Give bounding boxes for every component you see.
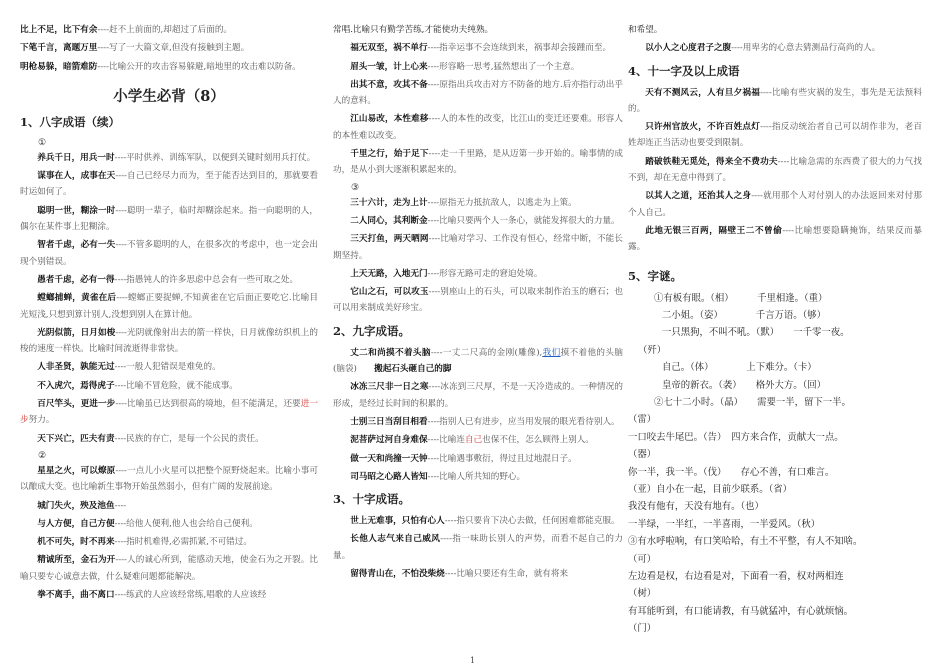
idiom-entry: 星星之火，可以燎原----一点儿小火星可以把整个原野烧起来。比喻小事可以酿成大变。也比喻新生事物开始虽然弱小，但有广阔的发展前途。	[20, 465, 318, 493]
idiom-entry: 千里之行，始于足下----走一千里路，是从迈第一步开始的。喻事情的成功，是从小到大逐渐积累起来的。	[333, 149, 623, 176]
section-heading-eleven-char: 4、十一字及以上成语	[628, 63, 740, 78]
riddle-line: 有耳能听到，有口能请教，有马就猛冲，有心就烦恼。	[628, 605, 854, 617]
section-heading-ten-char: 3、十字成语。	[333, 492, 411, 507]
idiom-entry: 冰冻三尺非一日之寒----冰冻到三尺厚，不是一天冷造成的。一种情况的形成，是经过长时间的积累的。	[333, 382, 623, 409]
idiom-entry: 它山之石，可以攻玉----别座山上的石头，可以取来制作治玉的磨石；也可以用来制成美好珍宝。	[333, 287, 623, 314]
idiom-entry: 以小人之心度君子之腹----用卑劣的心意去猜测品行高尚的人。	[645, 43, 881, 54]
idiom-entry: 丈二和尚摸不着头脑----一丈二尺高的金刚(雕像),我们摸不着他的头脑(脑袋) 搬起石头砸自己的脚	[333, 347, 623, 375]
riddle-line: （可）	[628, 553, 657, 565]
idiom-entry: 司马昭之心路人皆知----比喻人所共知的野心。	[350, 471, 526, 482]
idiom-entry: 出其不意，攻其不备----原指出兵攻击对方不防备的地方.后亦指行动出乎人的意料。	[333, 79, 623, 107]
riddle-line: 自己。（体） 上下难分。（卡）	[662, 362, 817, 374]
idiom-entry: 天有不测风云，人有旦夕祸福----比喻有些灾祸的发生，事先是无法预料的。	[628, 87, 922, 114]
riddle-line: （器）	[628, 449, 657, 461]
idiom-entry: 比上不足，比下有余----赶不上前面的,却超过了后面的。	[20, 25, 233, 35]
idiom-entry: 只许州官放火，不许百姓点灯----指反动统治者自己可以胡作非为，老百姓却连正当活动也要受到限制。	[628, 122, 922, 149]
idiom-entry: 天下兴亡，匹夫有责----民族的存亡，是每一个公民的责任。	[37, 433, 264, 444]
idiom-entry: 智者千虑，必有一失----不管多聪明的人，在很多次的考虑中，也一定会出现个别错误。	[20, 240, 318, 267]
idiom-entry: 不入虎穴，焉得虎子----比喻不冒危险，就不能成事。	[37, 380, 238, 391]
idiom-entry: 留得青山在，不怕没柴烧----比喻只要还有生命，就有将来	[350, 569, 569, 580]
page-number: 1	[470, 656, 476, 665]
idiom-entry: 踏破铁鞋无觅处，得来全不费功夫----比喻急需的东西费了很大的力气找不到，却在无意中得到了。	[628, 156, 922, 184]
riddle-line: （歼）	[638, 344, 667, 356]
idiom-entry: 做一天和尚撞一天钟----比喻遇事敷衍，得过且过地混日子。	[350, 453, 577, 464]
riddle-line: 我没有他有，天没有地有。（也）	[628, 501, 764, 513]
link-text[interactable]: 我们	[542, 347, 561, 358]
right-column	[628, 22, 922, 638]
continuation-text: 常唱.比喻只有勤学苦练,才能使功夫纯熟。	[333, 25, 494, 35]
riddle-line: ②七十二小时。（晶） 需要一半，留下一半。	[654, 397, 851, 408]
group-marker-2: ②	[38, 450, 47, 461]
riddle-line: ①有板有眼。（相） 千里相逢。（重）	[654, 292, 828, 304]
highlight-text: 自己	[464, 435, 483, 446]
idiom-entry: 精诚所至，金石为开----人的诚心所到，能感动天地，使金石为之开裂。比喻只要专心诚意去做，什么疑难问题都能解决。	[20, 555, 318, 582]
riddle-line: 一只黑狗，不叫不吼。（默） 一千零一夜。	[662, 327, 850, 339]
idiom-entry: 以其人之道，还治其人之身----就用那个人对付别人的办法返回来对付那个人自己。	[628, 191, 922, 218]
idiom-entry: 城门失火，殃及池鱼----	[37, 500, 127, 511]
section-heading-eight-char: 1、八字成语（续）	[20, 114, 121, 129]
continuation-text: 和希望。	[628, 25, 663, 35]
idiom-entry: 此地无银三百两，隔壁王二不曾偷----比喻想要隐瞒掩饰，结果反而暴露。	[628, 225, 922, 253]
idiom-entry: 与人方便，自己方便----给他人便利,他人也会给自己便利。	[37, 518, 258, 529]
middle-column	[333, 22, 623, 584]
idiom-entry: 三天打鱼，两天晒网----比喻对学习、工作没有恒心，经常中断，不能长期坚持。	[333, 234, 623, 261]
section-heading-riddles: 5、字谜。	[628, 268, 683, 283]
riddle-line: 二小姐。（姿） 千言万语。（够）	[662, 309, 827, 321]
group-marker-3: ③	[351, 182, 360, 193]
riddle-line: （门）	[628, 623, 657, 635]
idiom-entry: 百尺竿头，更进一步----比喻虽已达到很高的境地，但不能满足，还要进一步努力。	[20, 399, 318, 426]
idiom-entry: 光阴似箭，日月如梭----光阴就像射出去的箭一样快，日月就像纺织机上的梭的速度一样快。比喻时间流逝得非常快。	[20, 327, 318, 355]
idiom-entry: 明枪易躲，暗箭难防----比喻公开的攻击容易躲避,暗地里的攻击难以防备。	[20, 61, 301, 72]
page-title: 小学生必背（8）	[113, 87, 225, 105]
section-heading-nine-char: 2、九字成语。	[333, 323, 411, 338]
riddle-line: 皇帝的新衣。（袭） 格外大方。（回）	[662, 379, 827, 391]
idiom-entry: 泥菩萨过河自身难保----比喻连自己也保不住，怎么顾得上别人。	[350, 435, 594, 446]
left-column	[20, 22, 318, 605]
riddle-line: ③有水呼啦响，有口笑哈哈，有土不平整，有人不知啥。	[628, 536, 863, 548]
idiom-entry: 江山易改，本性难移----人的本性的改变，比江山的变迁还要难。形容人的本性难以改变。	[333, 114, 623, 141]
highlight-text: 进一步	[20, 399, 318, 426]
riddle-line: 一口咬去牛尾巴。（告） 四方来合作，贡献大一点。	[628, 431, 844, 443]
group-marker-1: ①	[38, 137, 47, 148]
idiom-entry: 谋事在人，成事在天----自己已经尽力而为，至于能否达到目的，那就要看时运如何了。	[20, 171, 318, 198]
idiom-entry: 愚者千虑，必有一得----指愚钝人的许多思虑中总会有一些可取之处。	[37, 274, 299, 285]
idiom-entry: 人非圣贤，孰能无过----一般人犯错误是难免的。	[37, 362, 221, 373]
idiom-entry: 福无双至，祸不单行----指幸运事不会连续到来，祸事却会接踵而至。	[350, 43, 612, 54]
riddle-line: （树）	[628, 588, 657, 600]
idiom-entry: 二人同心，其利断金----比喻只要两个人一条心，就能发挥很大的力量。	[350, 215, 620, 226]
idiom-entry: 眉头一皱，计上心来----形容略一思考,猛然想出了一个主意。	[350, 61, 580, 72]
idiom-entry: 养兵千日，用兵一时----平时供养、训练军队，以便到关键时刻用兵打仗。	[37, 152, 316, 163]
riddle-line: 左边看是权，右边看是对，下面看一看，权对两相连	[628, 571, 844, 583]
idiom-entry: 士别三日当刮目相看----指别人已有进步，应当用发展的眼光看待别人。	[350, 416, 620, 427]
riddle-line: 你一半，我一半。（伐） 存心不善，有口难言。	[628, 466, 835, 478]
riddle-line: （雷）	[628, 414, 657, 426]
idiom-entry: 三十六计，走为上计----原指无力抵抗敌人，以逃走为上策。	[350, 197, 577, 208]
idiom-entry: 螳螂捕蝉，黄雀在后----螳螂正要捉蝉,不知黄雀在它后面正要吃它.比喻目光短浅,只想到算计别人,没想到别人在算计他。	[20, 293, 318, 320]
idiom-entry: 长他人志气来自己威风----指一味助长别人的声势，而看不起自己的力量。	[333, 534, 623, 561]
idiom-entry: 下笔千言，离题万里----写了一大篇文章,但没有接触到主题。	[20, 43, 250, 54]
idiom-entry: 拳不离手，曲不离口----练武的人应该经常练,唱歌的人应该经	[37, 590, 267, 601]
idiom-entry: 聪明一世，糊涂一时----聪明一辈子，临时却糊涂起来。指一向聪明的人，偶尔在某件事上犯糊涂。	[20, 205, 318, 233]
idiom-entry: 上天无路，入地无门----形容无路可走的窘迫处境。	[350, 268, 543, 279]
riddle-line: （亚）自小在一起，目前少联系。（省）	[628, 484, 793, 496]
idiom-entry: 机不可失，时不再来----指时机难得,必需抓紧,不可错过。	[37, 537, 252, 548]
riddle-line: 一半绿，一半红，一半喜雨，一半爱风。（秋）	[628, 518, 821, 530]
idiom-entry: 世上无难事，只怕有心人----指只要肯下决心去做，任何困难都能克服。	[350, 516, 620, 527]
